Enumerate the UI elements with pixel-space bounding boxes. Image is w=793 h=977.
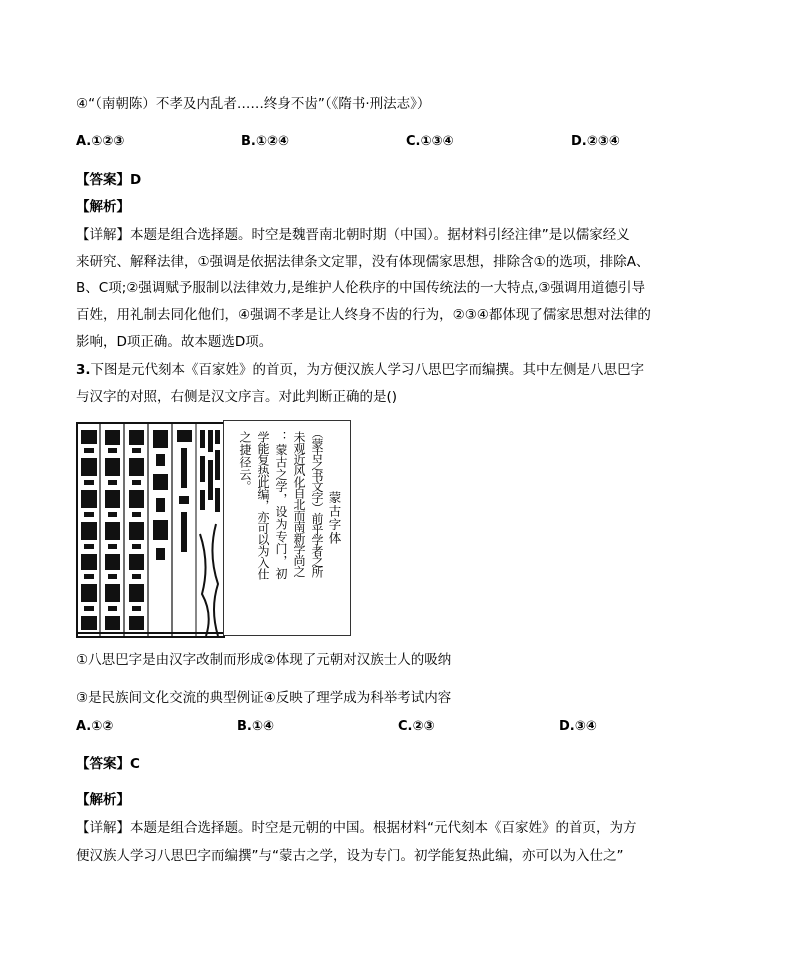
preface-column-5: 学能复热此编，亦可以为入仕: [256, 431, 270, 580]
q2-answer: [76, 170, 141, 190]
chinese-preface-panel: [223, 420, 351, 636]
woodblock-print-image: [78, 424, 223, 636]
q2-answer-value: D: [130, 172, 142, 188]
q2-answer-label: 【答案】: [76, 172, 130, 188]
q2-option-d: D.②③④: [571, 134, 620, 149]
seal-panel-bottom-rule: [78, 632, 223, 634]
q3-stem-line-1: [76, 360, 644, 380]
q3-answer-label: 【答案】: [76, 756, 130, 772]
q2-item-4: ④“（南朝陈）不孝及内乱者……终身不齿”（《隋书·刑法志》）: [76, 96, 431, 112]
q3-explain-line-1: 【详解】本题是组合选择题。时空是元朝的中国。根据材料“元代刻本《百家姓》的首页，为方: [76, 820, 637, 836]
baijiaxing-figure: [76, 420, 351, 636]
preface-column-6: 之捷径云。: [238, 431, 252, 493]
preface-column-2: （蒙古之书文字）前乎学者之所: [310, 427, 324, 577]
q2-option-b: B.①②④: [241, 134, 289, 149]
q3-answer-value: C: [130, 756, 140, 772]
q2-explain-line-1: 【详解】本题是组合选择题。时空是魏晋南北朝时期（中国）。据材料引经注律”是以儒家经义: [76, 227, 630, 243]
q3-option-b: B.①④: [237, 719, 274, 734]
q2-explain-line-5: 影响，D项正确。故本题选D项。: [76, 334, 273, 350]
q2-explain-line-4: 百姓，用礼制去同化他们，④强调不孝是让人终身不齿的行为，②③④都体现了儒家思想对法律的: [76, 307, 651, 323]
q2-explain-line-3: B、C项;②强调赋予服制以法律效力,是维护人伦秩序的中国传统法的一大特点,③强调用道德引导: [76, 280, 646, 296]
q3-option-a: A.①②: [76, 719, 114, 734]
q3-stem-text-1: 下图是元代刻本《百家姓》的首页，为方便汉族人学习八思巴字而编撰。其中左侧是八思巴字: [90, 362, 645, 378]
preface-column-4: ：蒙古之学，设为专门，初: [274, 431, 288, 580]
q3-option-d: D.③④: [559, 719, 597, 734]
preface-column-3: 未观近风化自北而南新学尚之: [292, 431, 306, 577]
preface-column-1: 蒙古字体: [327, 491, 342, 545]
q2-explain-line-2: 来研究、解释法律，①强调是依据法律条文定罪，没有体现儒家思想，排除含①的选项，排除A、: [76, 254, 650, 270]
q3-analysis-label: 【解析】: [76, 792, 130, 808]
q3-option-c: C.②③: [398, 719, 435, 734]
phagspa-seal-script-panel: [76, 422, 225, 638]
q3-explain-line-2: 便汉族人学习八思巴字而编撰”与“蒙古之学，设为专门。初学能复热此编，亦可以为入仕之”: [76, 848, 624, 864]
q2-analysis-label: 【解析】: [76, 199, 130, 215]
q2-option-c: C.①③④: [406, 134, 454, 149]
q3-item-1-2: ①八思巴字是由汉字改制而形成②体现了元朝对汉族士人的吸纳: [76, 652, 452, 668]
q3-answer: [76, 754, 140, 774]
q3-number: 3.: [76, 362, 91, 378]
q3-stem-line-2: 与汉字的对照，右侧是汉文序言。对此判断正确的是(): [76, 389, 398, 405]
q3-item-3-4: ③是民族间文化交流的典型例证④反映了理学成为科举考试内容: [76, 690, 452, 706]
q2-option-a: A.①②③: [76, 134, 125, 149]
